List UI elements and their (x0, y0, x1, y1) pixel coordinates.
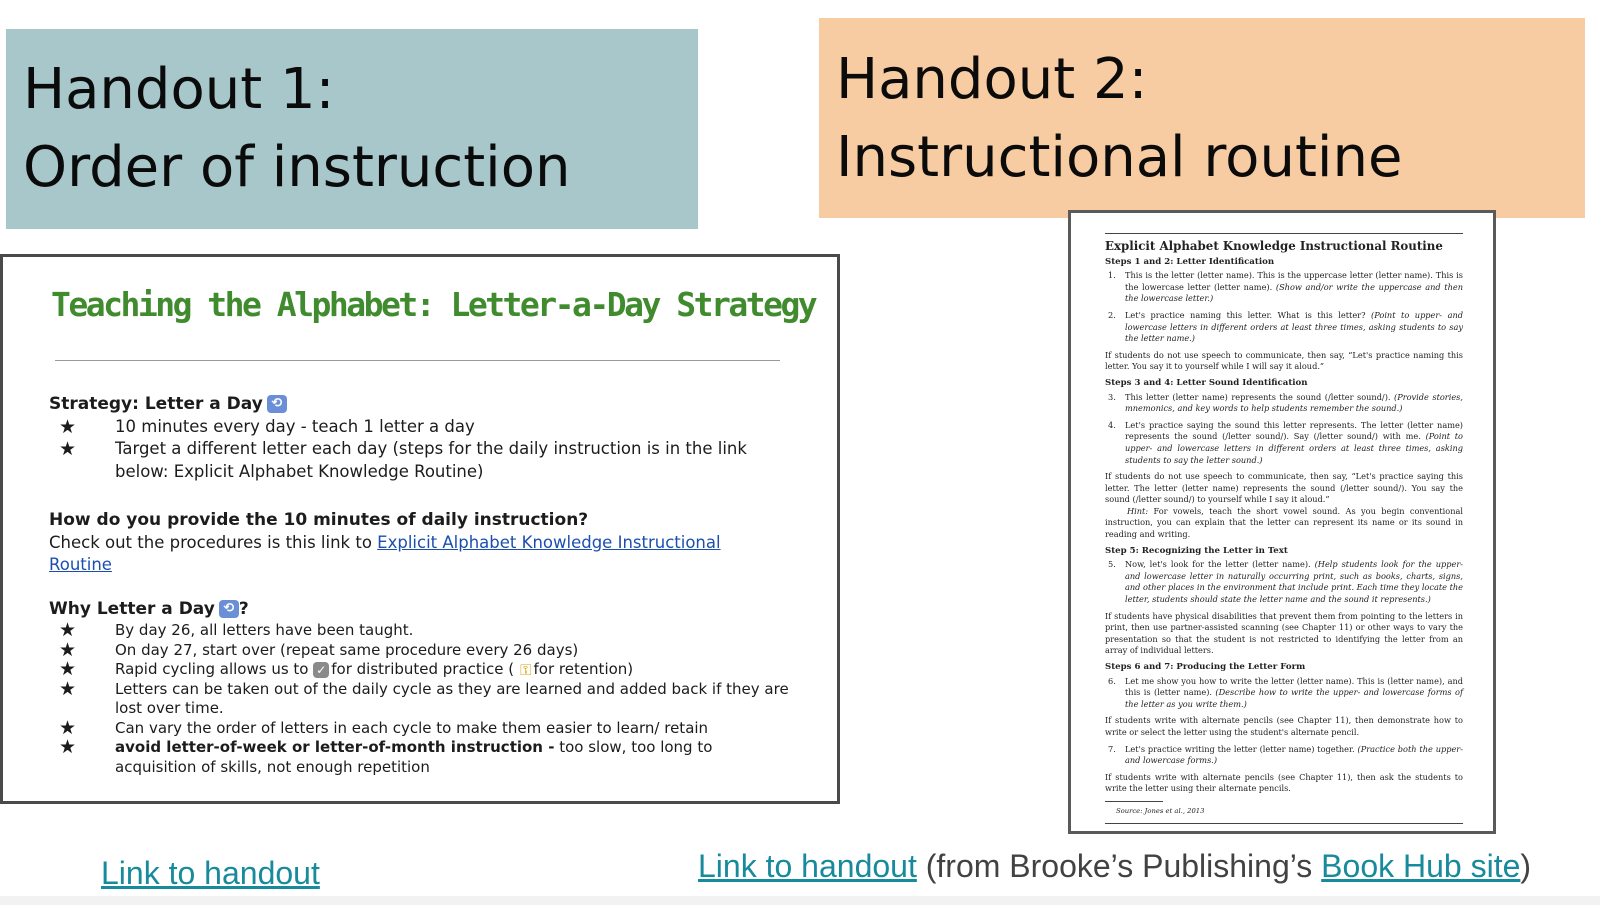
caption-text: (from Brooke’s Publishing’s (916, 848, 1322, 884)
handout2-banner-line1: Handout 2: (836, 47, 1148, 112)
list-item: ★ Letters can be taken out of the daily cycle as they are learned and added back if they are lost over time. (49, 680, 789, 719)
repeat-icon: ⟲ (219, 600, 239, 618)
document-title: Explicit Alphabet Knowledge Instructional Routine (1105, 239, 1443, 253)
how-text: Check out the procedures is this link to Explicit Alphabet Knowledge Instructional Routine (49, 532, 721, 574)
list-item: 2. Let's practice naming this letter. What is this letter? (Point to upper- and lowercase letters in different orders at least three times, asking students to say the letter name.) (1108, 309, 1464, 344)
handout1-preview (0, 254, 840, 804)
repeat-icon: ⟲ (267, 395, 287, 413)
handout2-link[interactable]: Link to handout (698, 848, 917, 884)
paragraph: If students do not use speech to communicate, then say, “Let's practice naming this letter. You say it to yourself while I will say it aloud.” (1105, 349, 1463, 372)
strategy-section (49, 393, 769, 483)
star-icon: ★ (59, 736, 77, 758)
strategy-heading: Strategy: Letter a Day ⟲ (49, 393, 769, 416)
bottom-strip (0, 896, 1600, 905)
star-icon: ★ (59, 658, 77, 680)
title-divider (55, 360, 780, 361)
star-icon: ★ (59, 438, 77, 460)
document-top-rule (1105, 233, 1463, 234)
paragraph: If students write with alternate pencils (see Chapter 11), then ask the students to write the letter using their alternate pencils. (1105, 771, 1463, 794)
star-icon: ★ (59, 638, 77, 661)
why-section (49, 597, 789, 777)
list-item: 6. Let me show you how to write the letter (letter name). This is (letter name), and this is (letter name). (Describe how to write the upper- and lowercase forms of the letter as you write them.) (1108, 675, 1463, 709)
handout1-caption (101, 855, 320, 892)
paragraph: If students write with alternate pencils (see Chapter 11), then demonstrate how to write or select the letter using the student's alternate pencil. (1105, 715, 1463, 737)
list-item: ★ Rapid cycling allows us to ✓ for distributed practice ( ⚿ for retention) (49, 660, 789, 680)
source-rule (1105, 801, 1163, 802)
handout2-preview (1068, 210, 1496, 834)
steps-heading: Steps 1 and 2: Letter Identification (1105, 256, 1275, 267)
handout2-banner (819, 18, 1585, 218)
document-bottom-rule (1105, 823, 1463, 824)
paragraph: If students have physical disabilities that prevent them from pointing to the letters in print, then use partner-assisted scanning (see Chapter 11) or other ways to vary the presentation so that the student is not restricted to identifying the letter from an array of individual letters. (1105, 610, 1463, 656)
steps-heading: Step 5: Recognizing the Letter in Text (1105, 545, 1288, 556)
star-icon: ★ (59, 677, 77, 700)
star-icon: ★ (59, 716, 77, 739)
caption-end: ) (1520, 848, 1532, 884)
list-item: 3. This letter (letter name) represents the sound (/letter sound/). (Provide stories, mnemonics, and key words to help students remember the sound.) (1108, 391, 1463, 414)
list-item: 4. Let's practice saying the sound this letter represents. The letter (letter name) represents the sound (/letter sound/). Say (/letter sound/) with me. (Point to upper- and lowercase letters in different orders at least three times, asking students to say the letter sound.) (1108, 419, 1463, 465)
hint-paragraph: Hint: For vowels, teach the short vowel sound. As you begin conventional instruction, you can explain that the letter can represent its name or its sound in reading and writing. (1105, 505, 1463, 540)
handout1-banner-line1: Handout 1: (23, 57, 335, 122)
list-item: ★ On day 27, start over (repeat same procedure every 26 days) (49, 641, 789, 661)
how-section (49, 509, 769, 577)
list-item: ★ Target a different letter each day (steps for the daily instruction is in the link below: Explicit Alphabet Knowledge Routine) (49, 438, 769, 483)
star-icon: ★ (59, 619, 77, 641)
list-item: ★ 10 minutes every day - teach 1 letter a day (49, 416, 769, 439)
handout1-title: Teaching the Alphabet: Letter-a-Day Strategy (51, 285, 816, 324)
handout1-link[interactable]: Link to handout (101, 855, 320, 891)
source-citation: Source: Jones et al., 2013 (1116, 806, 1205, 815)
list-item: ★ Can vary the order of letters in each cycle to make them easier to learn/ retain (49, 719, 789, 739)
steps-heading: Steps 3 and 4: Letter Sound Identification (1105, 377, 1308, 388)
star-icon: ★ (59, 415, 77, 438)
handout1-banner-line2: Order of instruction (23, 135, 571, 200)
list-item: ★ By day 26, all letters have been taught. (49, 621, 789, 641)
routine-document (1105, 233, 1463, 824)
key-icon: ⚿ (520, 660, 532, 679)
handout2-banner-line2: Instructional routine (836, 125, 1403, 190)
why-heading: Why Letter a Day ⟲ ? (49, 599, 249, 619)
book-hub-link[interactable]: Book Hub site (1321, 848, 1521, 884)
list-item: ★ avoid letter-of-week or letter-of-month instruction - too slow, too long to acquisition of skills, not enough repetition (49, 738, 789, 777)
list-item: 5. Now, let's look for the letter (letter name). (Help students look for the upper- and lowercase letter in naturally occurring print, such as books, charts, signs, and other places in the environment that include print. Each time they locate the letter, students should state the letter name and the sound it represents.) (1108, 559, 1464, 605)
how-heading: How do you provide the 10 minutes of daily instruction? (49, 510, 589, 530)
paragraph: If students do not use speech to communicate, then say, “Let's practice saying this letter. The letter (letter name) represents the sound (/letter sound/). You say the sound (/letter sound/) to yourself while I say it aloud.” (1105, 471, 1463, 505)
list-item: 7. Let's practice writing the letter (letter name) together. (Practice both the upper- and lowercase forms.) (1108, 743, 1463, 766)
routine-link[interactable]: Explicit Alphabet Knowledge Instructional Routine (49, 532, 721, 574)
handout1-banner (6, 29, 698, 229)
handout2-caption (698, 848, 1531, 885)
steps-heading: Steps 6 and 7: Producing the Letter Form (1105, 662, 1306, 672)
list-item: 1. This is the letter (letter name). This is the uppercase letter (letter name). This is the lowercase letter (letter name). (Show and/or write the uppercase and then the lowercase letter.) (1108, 270, 1463, 304)
checkbox-icon: ✓ (313, 662, 329, 678)
